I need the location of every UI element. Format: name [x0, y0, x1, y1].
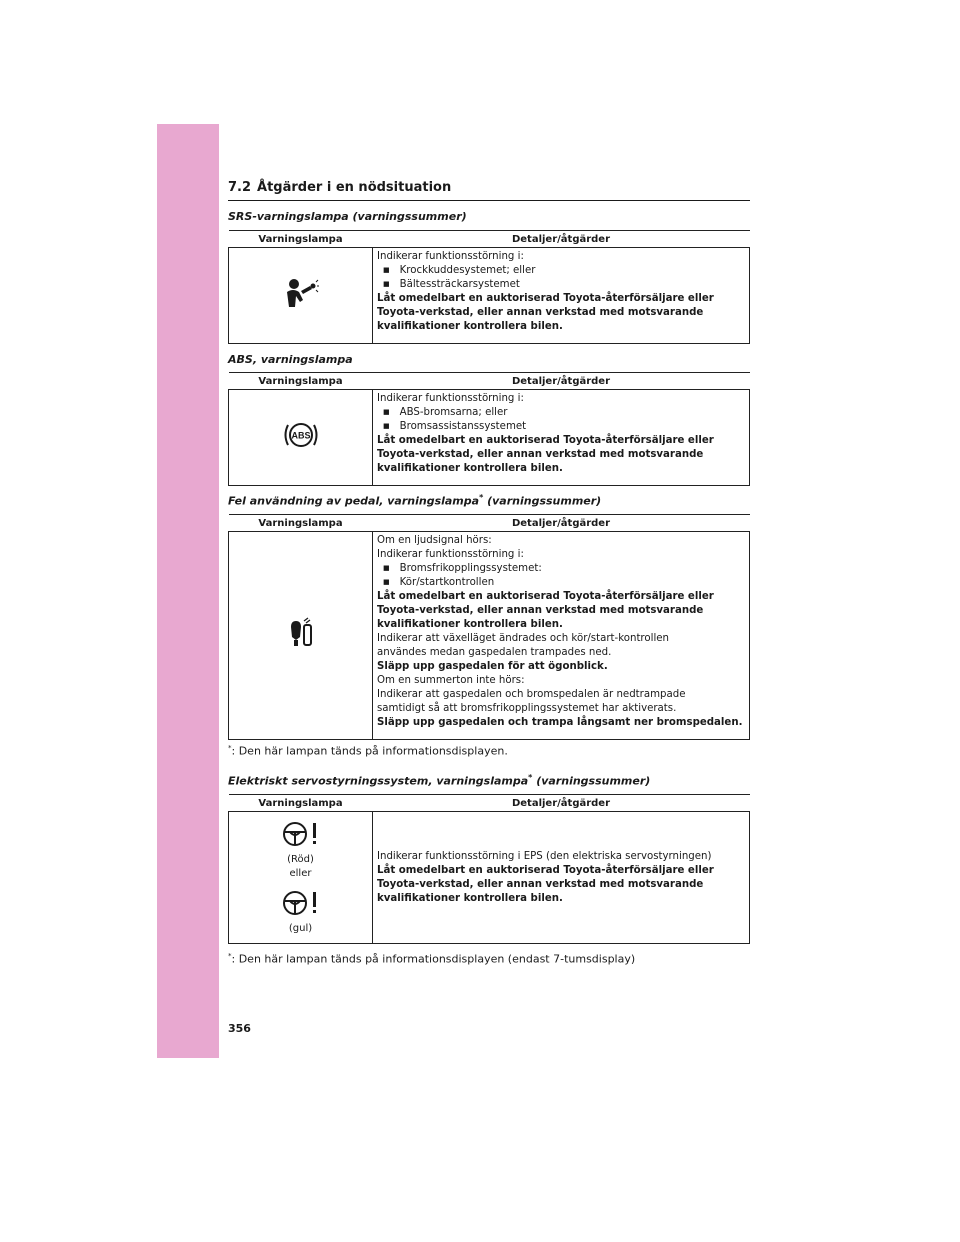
detail-line: Indikerar funktionsstörning i EPS (den elektriska servostyrningen)	[377, 850, 712, 862]
pedal-title-suffix: (varningssummer)	[483, 494, 602, 508]
detail-line: Indikerar funktionsstörning i:	[377, 393, 524, 404]
abs-icon-label: ABS	[290, 430, 311, 441]
pedal-title-mark: *	[479, 493, 484, 502]
column-header-lamp: Varningslampa	[229, 373, 373, 390]
detail-line: Låt omedelbart en auktoriserad Toyota-återförsäljare eller	[377, 864, 714, 876]
detail-line: Toyota-verkstad, eller annan verkstad med motsvarande	[377, 307, 704, 318]
eps-icon-cell	[229, 812, 373, 944]
steering-warning-red-icon	[281, 820, 321, 848]
pedal-footnote-text: : Den här lampan tänds på informationsdisplayen.	[231, 744, 508, 758]
detail-line: Indikerar funktionsstörning i:	[377, 549, 524, 560]
detail-line: Låt omedelbart en auktoriserad Toyota-återförsäljare eller	[377, 591, 714, 602]
eps-footnote	[228, 952, 635, 966]
detail-line: kvalifikationer kontrollera bilen.	[377, 892, 563, 904]
detail-line: Indikerar funktionsstörning i:	[377, 251, 524, 262]
detail-line: Om en summerton inte hörs:	[377, 675, 525, 686]
detail-line: Toyota-verkstad, eller annan verkstad med motsvarande	[377, 449, 704, 460]
detail-line: Indikerar att växelläget ändrades och kör/start-kontrollen	[377, 633, 670, 644]
detail-line: Indikerar att gaspedalen och bromspedalen är nedtrampade	[377, 689, 686, 700]
section-title: Åtgärder i en nödsituation	[257, 180, 452, 195]
detail-line: Låt omedelbart en auktoriserad Toyota-återförsäljare eller	[377, 293, 714, 304]
bullet-item: ■ Bältessträckarsystemet	[377, 278, 745, 292]
detail-line: Släpp upp gaspedalen för att ögonblick.	[377, 661, 608, 672]
column-header-lamp: Varningslampa	[229, 795, 373, 812]
detail-line: Toyota-verkstad, eller annan verkstad med motsvarande	[377, 605, 704, 616]
steering-warning-yellow-icon	[281, 889, 321, 917]
column-header-details: Detaljer/åtgärder	[373, 373, 750, 390]
detail-line: kvalifikationer kontrollera bilen.	[377, 321, 563, 332]
pedal-footnote	[228, 744, 508, 758]
eps-footnote-text: : Den här lampan tänds på informationsdisplayen (endast 7-tumsdisplay)	[231, 952, 636, 966]
bullet-item: ■ Bromsassistanssystemet	[377, 420, 745, 434]
eps-table	[228, 794, 750, 944]
detail-line: Toyota-verkstad, eller annan verkstad med motsvarande	[377, 878, 704, 890]
section-number: 7.2	[228, 180, 252, 195]
column-header-details: Detaljer/åtgärder	[373, 231, 750, 248]
pedal-warning-icon	[286, 617, 316, 649]
chapter-tab-sidebar	[157, 124, 219, 1058]
srs-icon-cell	[229, 248, 373, 344]
eps-details	[373, 812, 750, 944]
abs-warning-icon	[281, 420, 321, 450]
pedal-footnote-mark: *	[228, 744, 232, 752]
eps-label-yellow: (gul)	[288, 922, 313, 934]
eps-label-red: (Röd)	[287, 853, 314, 865]
srs-details	[373, 248, 750, 344]
bullet-item: ■ Krockkuddesystemet; eller	[377, 264, 745, 278]
detail-line: samtidigt så att bromsfrikopplingssystemet har aktiverats.	[377, 703, 677, 714]
eps-title-text: Elektriskt servostyrningssystem, varningslampa	[228, 774, 529, 788]
detail-line: Släpp upp gaspedalen och trampa långsamt ner bromspedalen.	[377, 717, 743, 728]
eps-title-mark: *	[528, 773, 533, 782]
column-header-lamp: Varningslampa	[229, 231, 373, 248]
pedal-icon-cell	[229, 532, 373, 740]
abs-details	[373, 390, 750, 486]
column-header-lamp: Varningslampa	[229, 515, 373, 532]
bullet-item: ■ Kör/startkontrollen	[377, 576, 745, 590]
column-header-details: Detaljer/åtgärder	[373, 515, 750, 532]
abs-table	[228, 372, 750, 486]
bullet-item: ■ ABS-bromsarna; eller	[377, 406, 745, 420]
detail-line: Om en ljudsignal hörs:	[377, 535, 492, 546]
eps-footnote-mark: *	[228, 952, 232, 960]
pedal-table	[228, 514, 750, 740]
srs-table	[228, 230, 750, 344]
detail-line: användes medan gaspedalen trampades ned.	[377, 647, 612, 658]
detail-line: kvalifikationer kontrollera bilen.	[377, 463, 563, 474]
abs-title: ABS, varningslampa	[228, 353, 353, 366]
page-number: 356	[228, 1022, 251, 1035]
detail-line: Låt omedelbart en auktoriserad Toyota-återförsäljare eller	[377, 435, 714, 446]
abs-icon-cell	[229, 390, 373, 486]
srs-title: SRS-varningslampa (varningssummer)	[228, 210, 467, 223]
eps-title-suffix: (varningssummer)	[532, 774, 651, 788]
pedal-details	[373, 532, 750, 740]
pedal-title	[228, 493, 601, 508]
eps-label-or: eller	[289, 867, 312, 879]
bullet-item: ■ Bromsfrikopplingssystemet:	[377, 562, 745, 576]
pedal-title-text: Fel användning av pedal, varningslampa	[228, 494, 480, 508]
airbag-icon	[283, 278, 319, 308]
column-header-details: Detaljer/åtgärder	[373, 795, 750, 812]
section-header	[228, 180, 750, 201]
detail-line: kvalifikationer kontrollera bilen.	[377, 619, 563, 630]
eps-title	[228, 773, 650, 788]
